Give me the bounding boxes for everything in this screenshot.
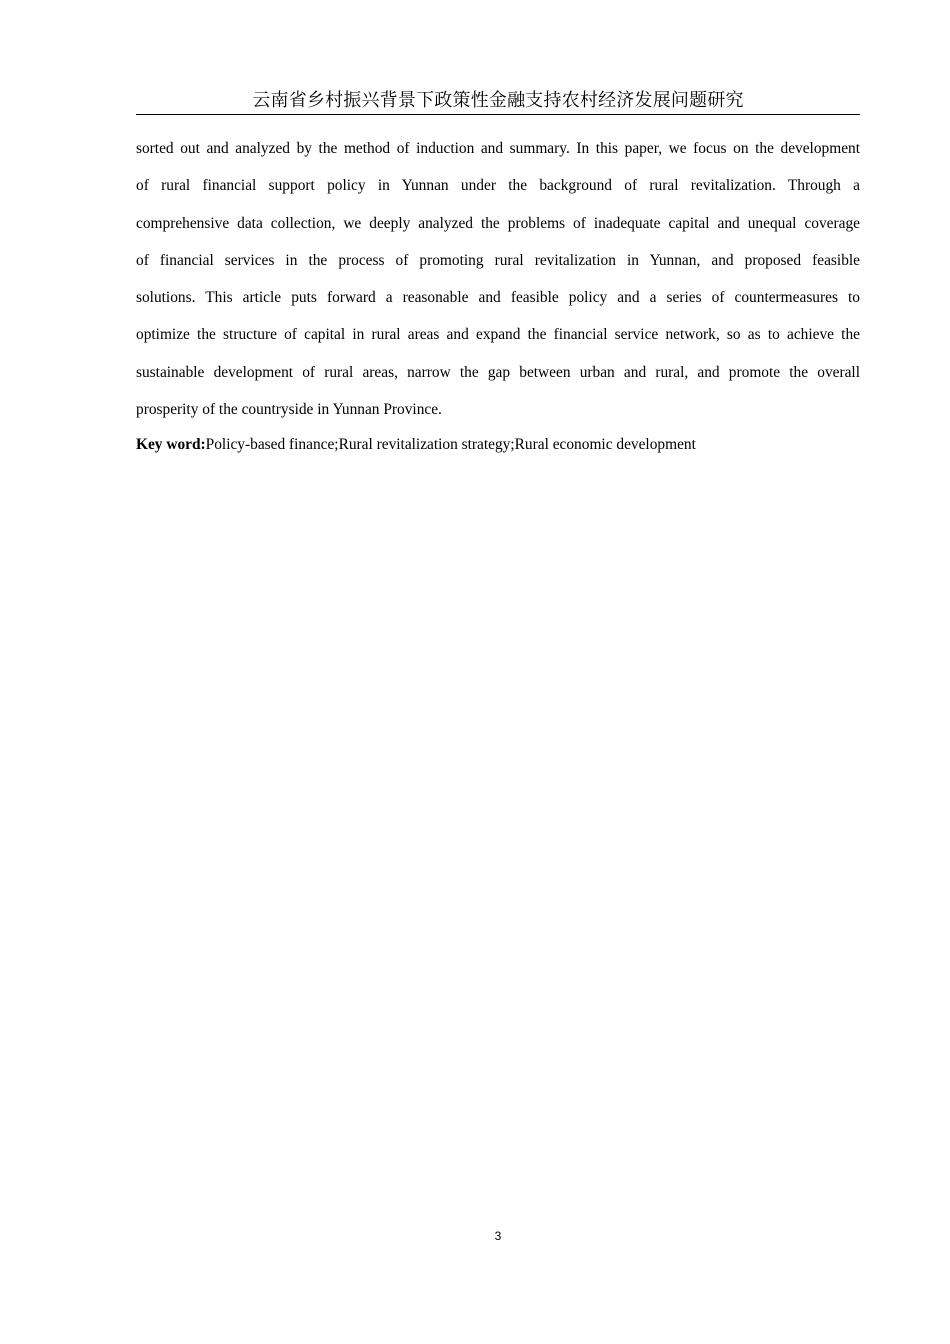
keywords-text: Policy-based finance;Rural revitalization strategy;Rural economic development [205,436,696,453]
running-header [136,88,860,115]
page-number: 3 [494,1229,502,1243]
abstract-line: of rural financial support policy in Yunnan under the background of rural revitalization. Through a [136,177,860,195]
abstract-line: prosperity of the countryside in Yunnan Province. [136,401,442,419]
abstract-line: optimize the structure of capital in rural areas and expand the financial service network, so as to achieve the [136,326,860,344]
keywords-label: Key word: [136,436,206,453]
abstract-line: sorted out and analyzed by the method of induction and summary. In this paper, we focus on the development [136,140,860,157]
abstract-line: of financial services in the process of promoting rural revitalization in Yunnan, and proposed feasible [136,251,860,269]
abstract-line: sustainable development of rural areas, narrow the gap between urban and rural, and promote the overall [136,363,860,381]
header-title: 云南省乡村振兴背景下政策性金融支持农村经济发展问题研究 [252,90,744,111]
keywords-line [136,433,860,457]
abstract-line: comprehensive data collection, we deeply analyzed the problems of inadequate capital and unequal coverage [136,214,860,232]
abstract-line: solutions. This article puts forward a reasonable and feasible policy and a series of countermeasures to [136,289,860,307]
abstract-body [136,130,860,428]
